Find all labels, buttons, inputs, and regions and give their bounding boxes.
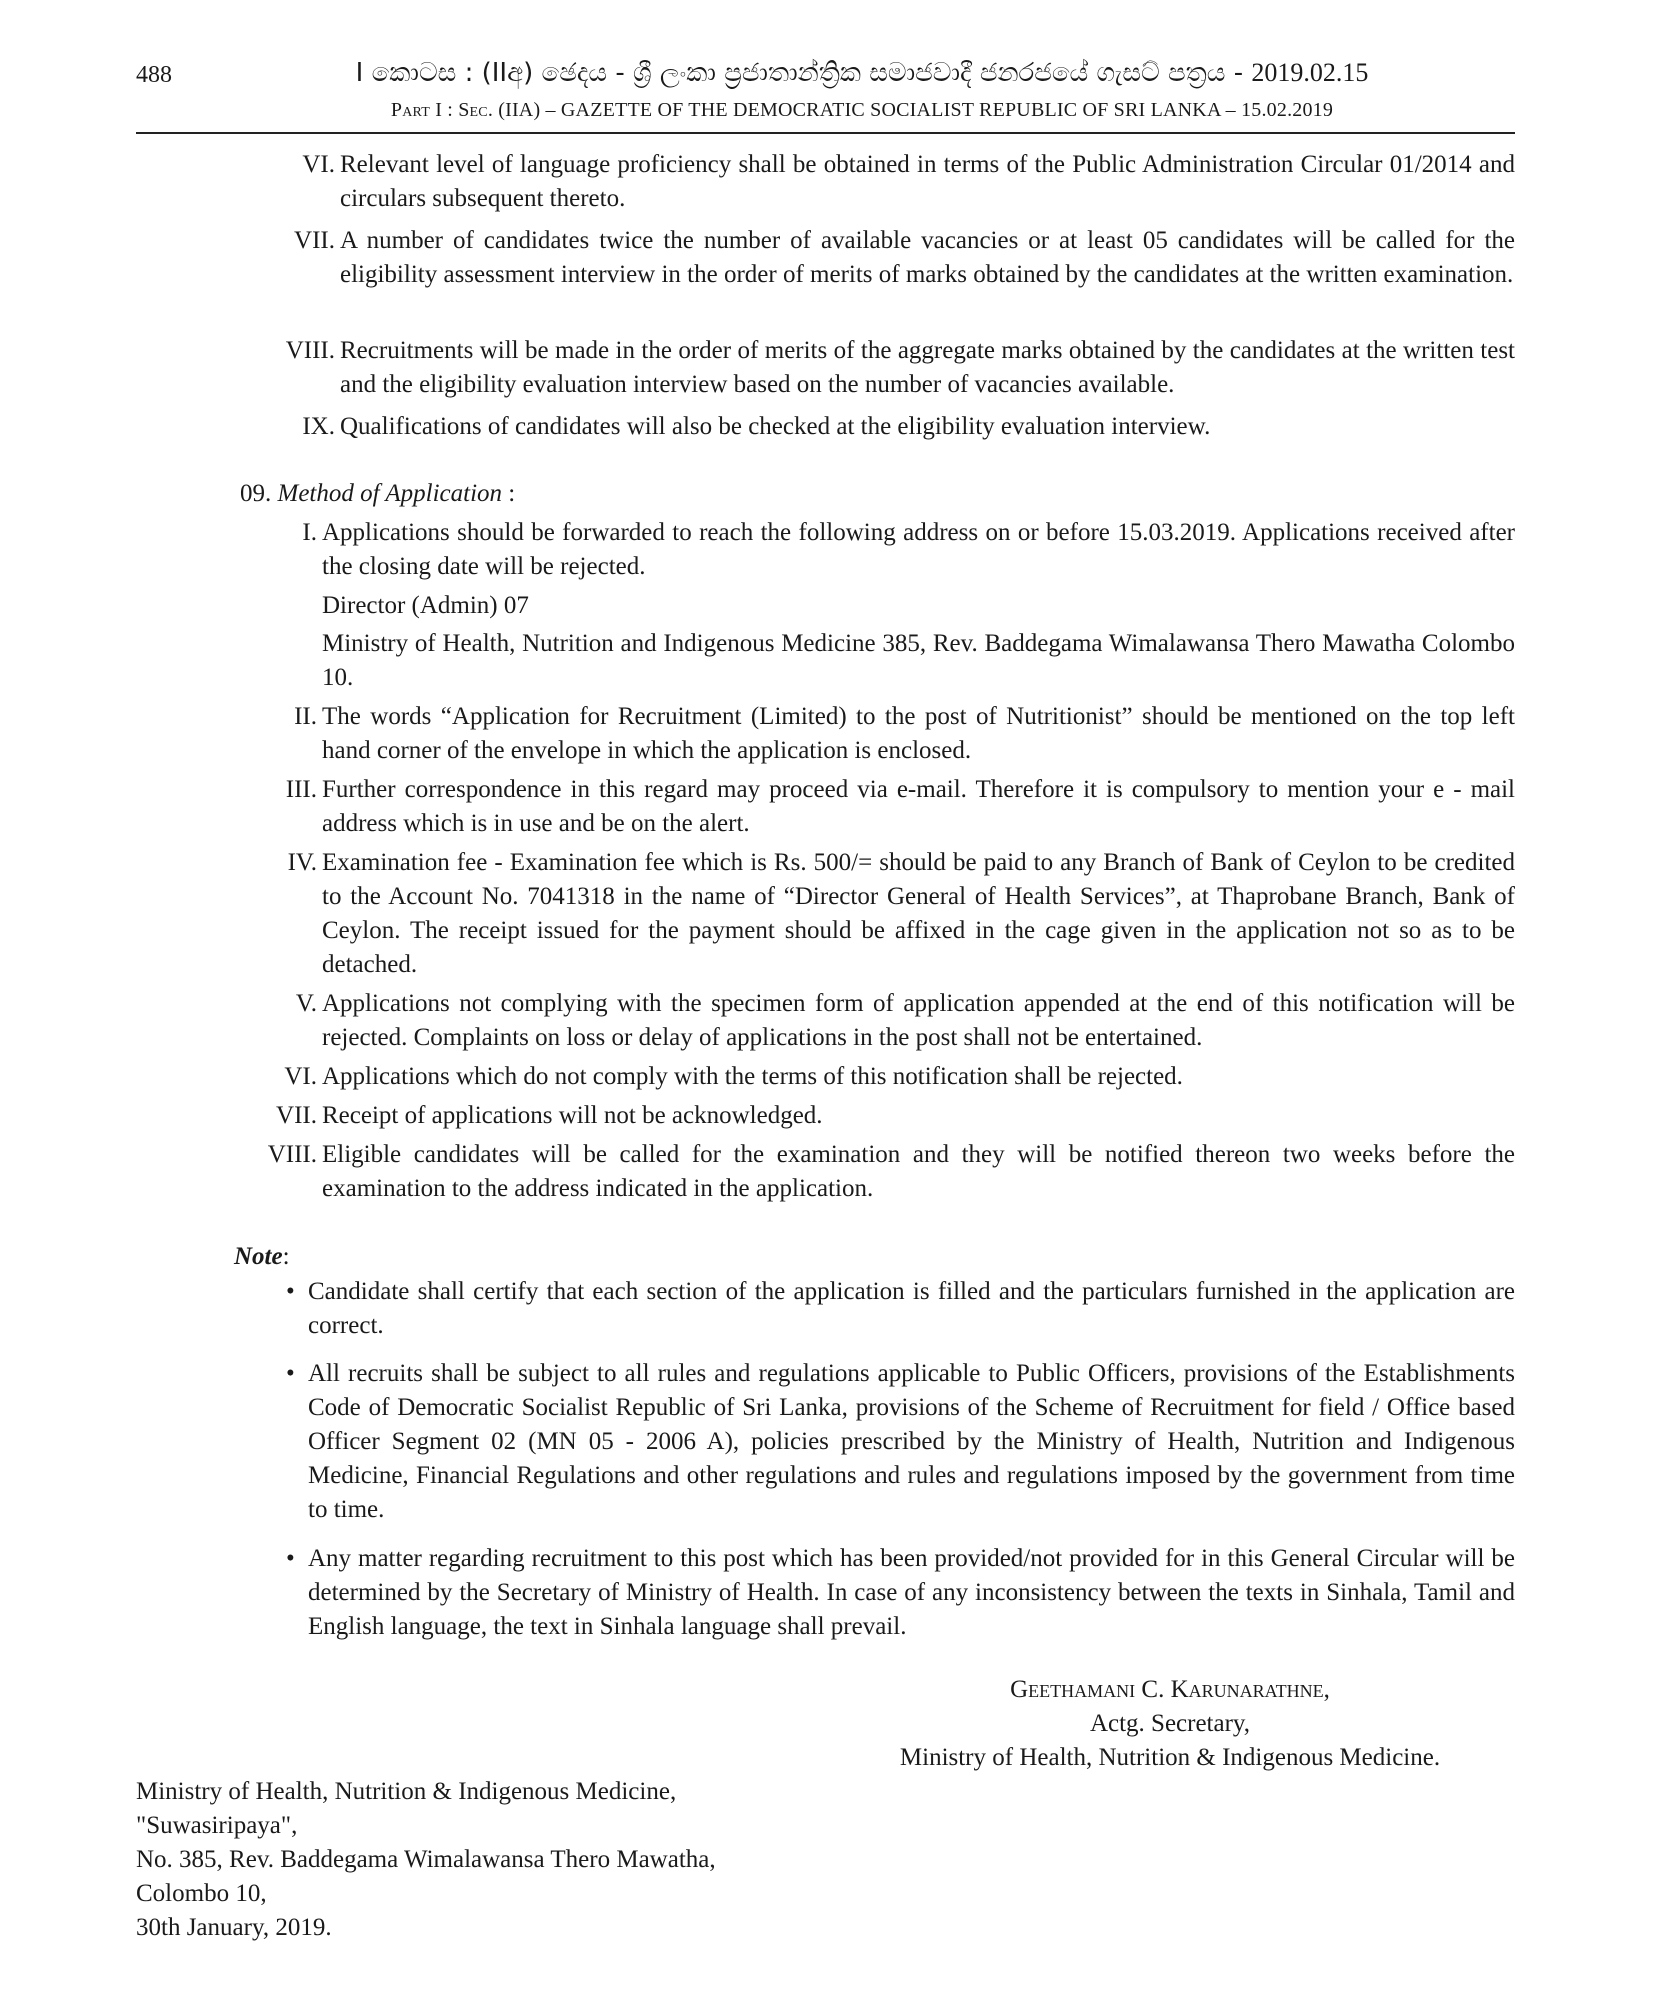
- item-number: I.: [302, 519, 317, 546]
- bullet-dot: •: [286, 1360, 295, 1387]
- item-text: Relevant level of language proficiency shall be obtained in terms of the Public Administration Circular 01/2014 and circulars subsequent thereto.: [340, 151, 1515, 212]
- list-item: [276, 1099, 1515, 1133]
- list-item: [302, 410, 1515, 444]
- signatory-name: Geethamani C. Karunarathne,: [1010, 1676, 1330, 1703]
- bullet-dot: •: [286, 1545, 295, 1572]
- section-title: Method of Application: [277, 480, 503, 507]
- item-number: VI.: [302, 151, 335, 178]
- list-item: [294, 700, 1515, 768]
- bullet-text: Candidate shall certify that each section of the application is filled and the particulars furnished in the application are correct.: [308, 1278, 1515, 1339]
- bullet-text: All recruits shall be subject to all rules and regulations applicable to Public Officers, provisions of the Establishments Code of Democratic Socialist Republic of Sri Lanka, provisions of the Scheme of Recruitment for field / Office based Officer Segment 02 (MN 05 - 2006 A), policies prescribed by the Ministry of Health, Nutrition and Indigenous Medicine, Financial Regulations and other regulations and rules and regulations imposed by the government from time to time.: [308, 1360, 1515, 1523]
- item-text: Examination fee - Examination fee which is Rs. 500/= should be paid to any Branch of Bank of Ceylon to be credited to the Account No. 7041318 in the name of “Director General of Health Services”, at Thaprobane Branch, Bank of Ceylon. The receipt issued for the payment should be affixed in the cage given in the application not so as to be detached.: [322, 849, 1515, 978]
- item-number: IV.: [287, 849, 317, 876]
- note-label-colon: :: [282, 1243, 290, 1270]
- item-number: VIII.: [285, 337, 335, 364]
- address-line: No. 385, Rev. Baddegama Wimalawansa Thero Mawatha,: [136, 1846, 716, 1873]
- signatory-title: Actg. Secretary,: [1089, 1710, 1251, 1737]
- note-bullet: [286, 1357, 1515, 1527]
- address-block: [136, 1775, 716, 1945]
- item-text: Applications not complying with the specimen form of application appended at the end of this notification will be rejected. Complaints on loss or delay of applications in the post shall not be entertained.: [322, 990, 1515, 1051]
- item-text: Eligible candidates will be called for the examination and they will be notified thereon two weeks before the examination to the address indicated in the application.: [322, 1141, 1515, 1202]
- address-line: Ministry of Health, Nutrition & Indigenous Medicine,: [136, 1778, 677, 1805]
- header-sinhala-title: [0, 58, 1654, 89]
- item-text: Applications which do not comply with the terms of this notification shall be rejected.: [322, 1063, 1183, 1090]
- bullet-dot: •: [286, 1278, 295, 1305]
- list-item: [285, 773, 1515, 841]
- list-item: [295, 987, 1515, 1055]
- list-item: [287, 846, 1515, 982]
- item-text: Receipt of applications will not be acknowledged.: [322, 1102, 823, 1129]
- item-text: Ministry of Health, Nutrition and Indigenous Medicine 385, Rev. Baddegama Wimalawansa Thero Mawatha Colombo 10.: [322, 630, 1515, 691]
- section-number: 09.: [240, 480, 272, 507]
- item-number: V.: [295, 990, 317, 1017]
- list-item: [284, 1060, 1515, 1094]
- address-line: "Suwasiripaya",: [136, 1812, 298, 1839]
- item-number: III.: [285, 776, 317, 803]
- item-number: II.: [294, 703, 317, 730]
- list-item: [285, 334, 1515, 402]
- section-heading: [240, 477, 515, 511]
- section-colon: :: [502, 480, 516, 507]
- header-sinhala-date: 2019.02.15: [1251, 58, 1369, 87]
- item-text: Further correspondence in this regard may proceed via e-mail. Therefore it is compulsory to mention your e - mail address which is in use and be on the alert.: [322, 776, 1515, 837]
- address-date: 30th January, 2019.: [136, 1914, 332, 1941]
- note-bullet: [286, 1275, 1515, 1343]
- item-text: The words “Application for Recruitment (Limited) to the post of Nutritionist” should be mentioned on the top left hand corner of the envelope in which the application is enclosed.: [322, 703, 1515, 764]
- item-number: VIII.: [267, 1141, 317, 1168]
- item-text: Applications should be forwarded to reach the following address on or before 15.03.2019. Applications received after the closing date will be rejected.: [322, 519, 1515, 580]
- item-number: VII.: [294, 227, 335, 254]
- item-text: Qualifications of candidates will also be checked at the eligibility evaluation interview.: [340, 413, 1211, 440]
- header-sinhala-text: I කොටස : (IIඅ) ඡෙදය - ශ්‍රී ලංකා ප්‍රජාතාන්ත්‍රික සමාජවාදී ජනරජයේ ගැසට් පත්‍රය -: [355, 58, 1252, 88]
- list-item: [302, 516, 1515, 584]
- list-item: [302, 148, 1515, 216]
- header-english-title: Part I : Sec. (IIA) – GAZETTE OF THE DEMOCRATIC SOCIALIST REPUBLIC OF SRI LANKA – 15.02.2019: [390, 99, 1334, 121]
- list-item: [267, 1138, 1515, 1206]
- note-label-text: Note: [234, 1243, 283, 1270]
- address-line: [322, 589, 1515, 623]
- note-bullet: [286, 1542, 1515, 1644]
- item-number: IX.: [302, 413, 335, 440]
- list-item: [294, 224, 1515, 292]
- address-line: [322, 627, 1515, 695]
- page-number: 488: [136, 62, 172, 88]
- item-text: A number of candidates twice the number of available vacancies or at least 05 candidates will be called for the eligibility assessment interview in the order of merits of marks obtained by the candidates at the written examination.: [340, 227, 1515, 288]
- note-label: [234, 1243, 290, 1271]
- item-text: Director (Admin) 07: [322, 592, 529, 619]
- bullet-text: Any matter regarding recruitment to this post which has been provided/not provided for in this General Circular will be determined by the Secretary of Ministry of Health. In case of any inconsistency between the texts in Sinhala, Tamil and English language, the text in Sinhala language shall prevail.: [308, 1545, 1515, 1640]
- header-divider: [136, 132, 1515, 134]
- item-text: Recruitments will be made in the order of merits of the aggregate marks obtained by the candidates at the written test and the eligibility evaluation interview based on the number of vacancies available.: [340, 337, 1515, 398]
- signatory-org: Ministry of Health, Nutrition & Indigenous Medicine.: [899, 1744, 1441, 1771]
- item-number: VI.: [284, 1063, 317, 1090]
- item-number: VII.: [276, 1102, 317, 1129]
- address-line: Colombo 10,: [136, 1880, 267, 1907]
